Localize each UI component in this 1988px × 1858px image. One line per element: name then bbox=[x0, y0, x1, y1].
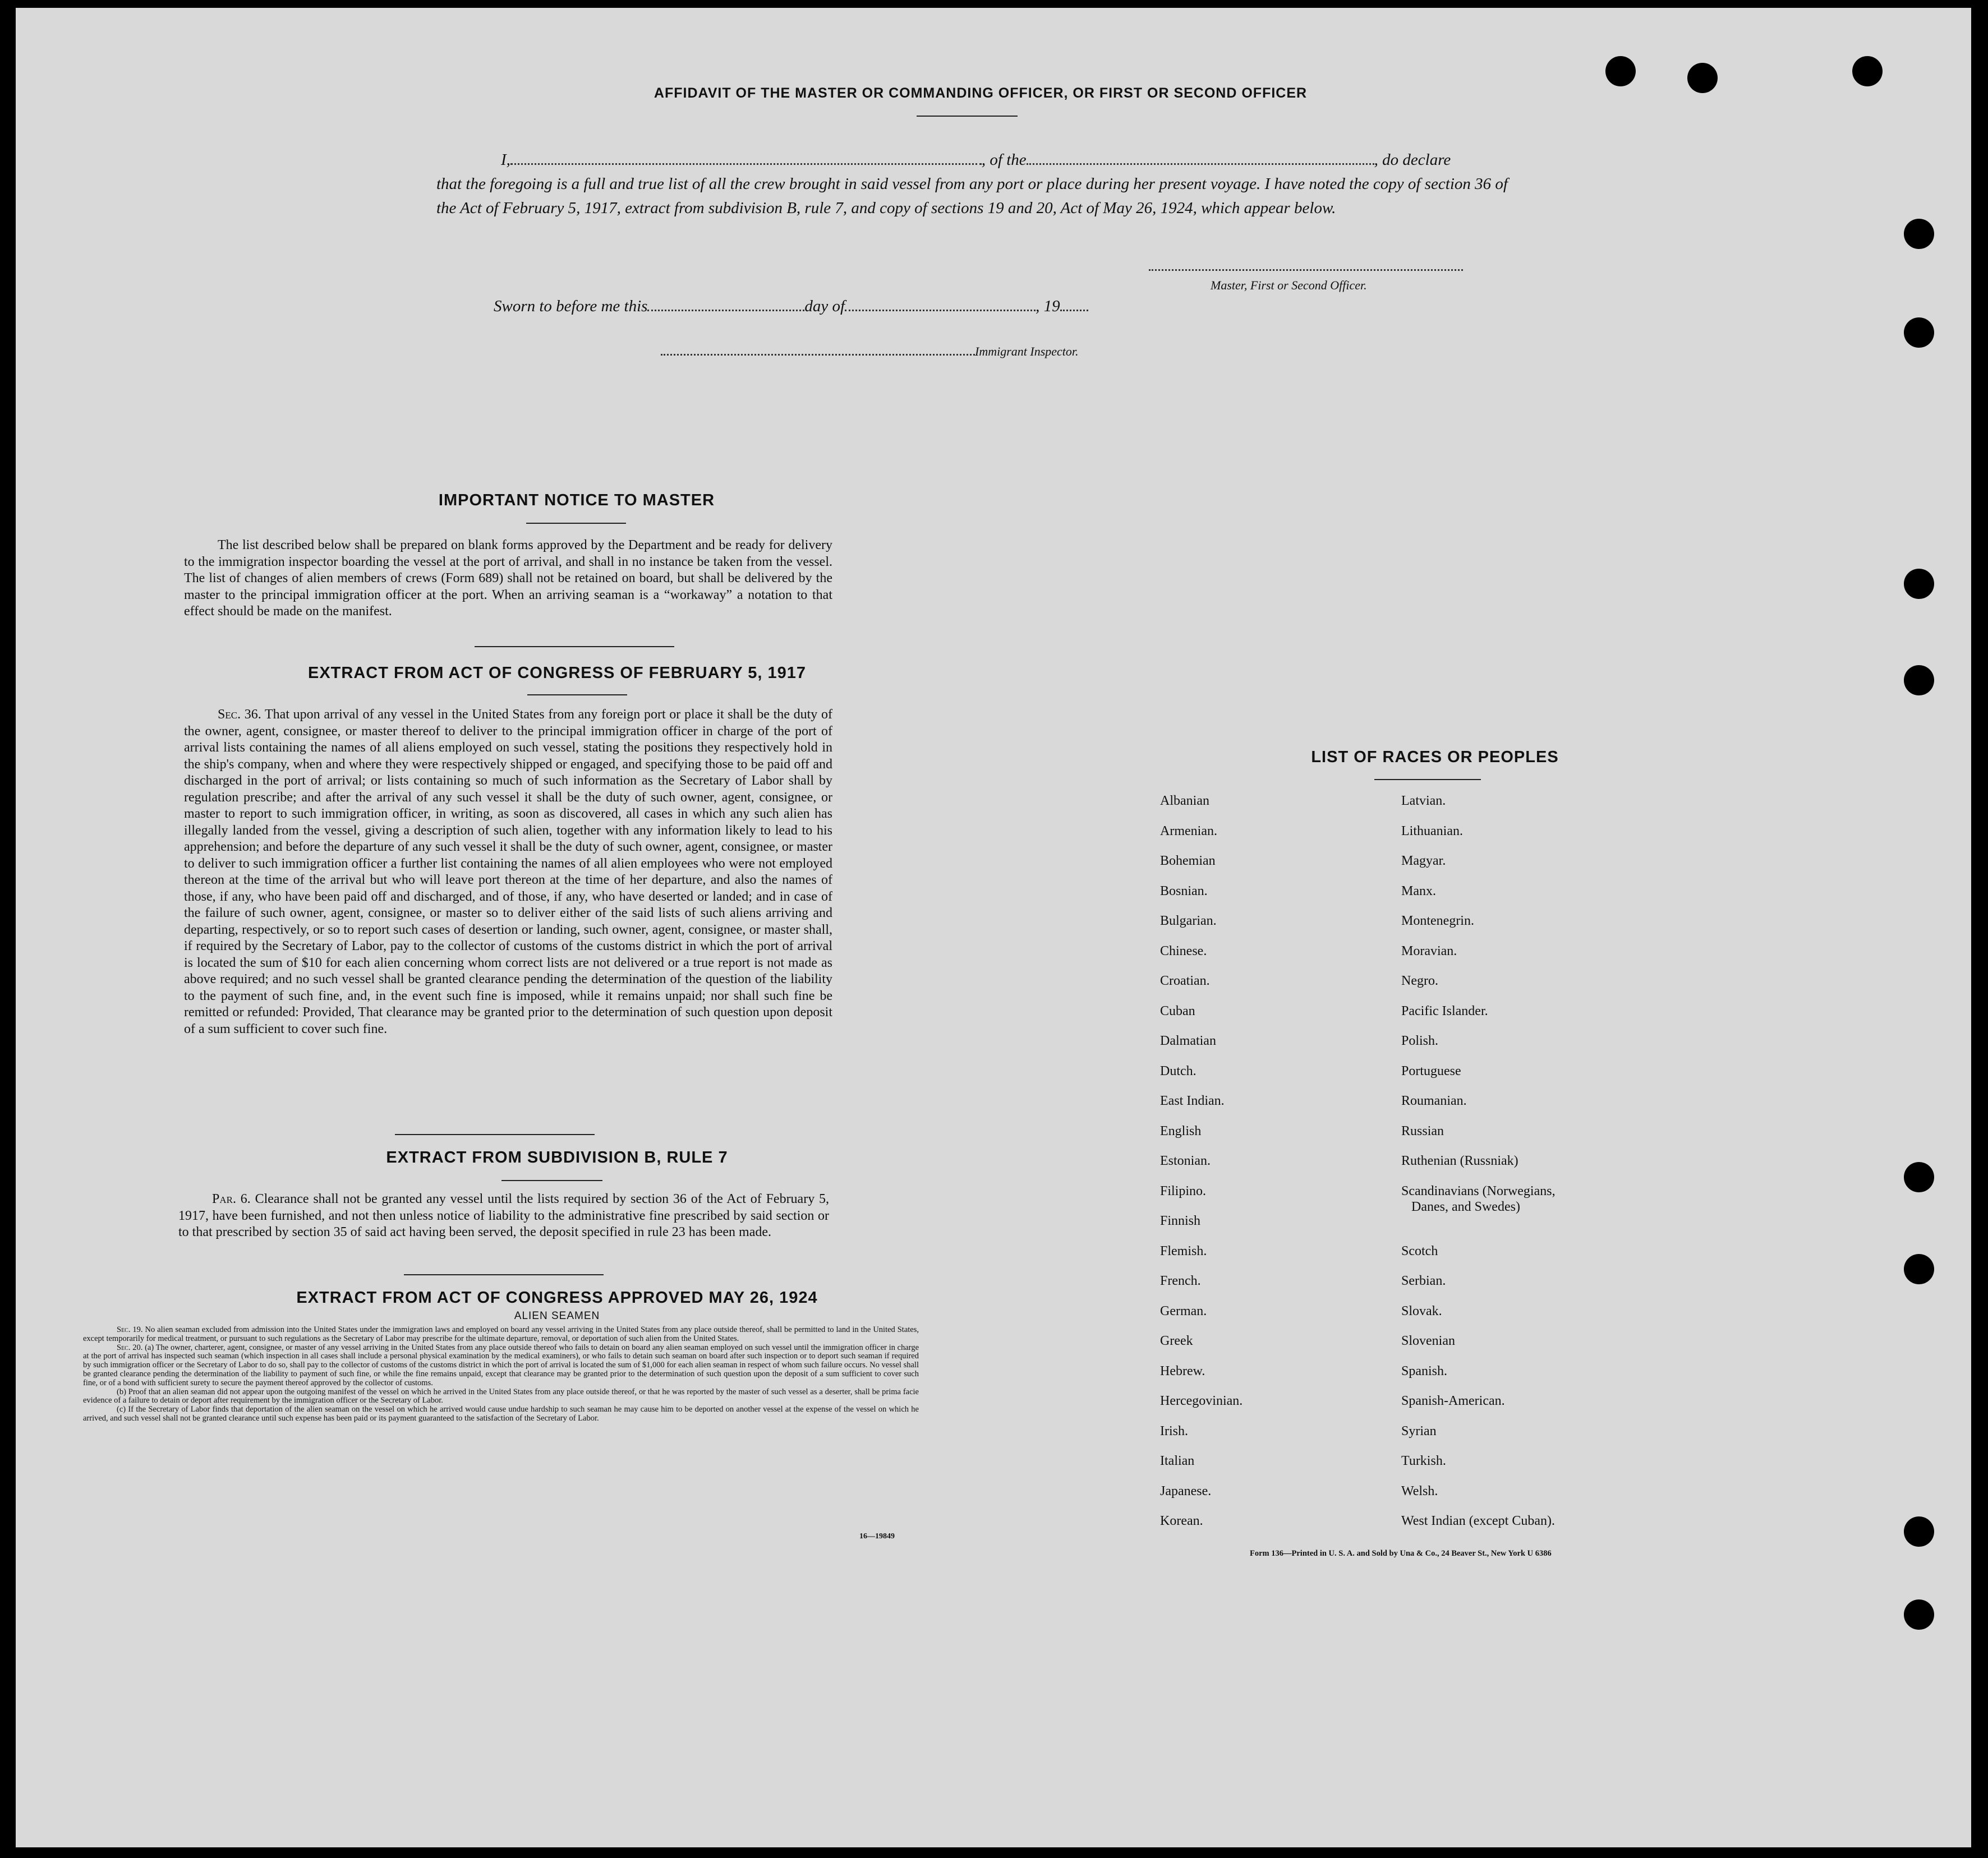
notice-text bbox=[184, 537, 832, 620]
extract-1924-text bbox=[83, 1326, 919, 1423]
race-item: Ruthenian (Russniak) bbox=[1401, 1154, 1518, 1168]
sec36-body: That upon arrival of any vessel in the United States from any foreign port or place it shall be the duty of the owner, agent, consignee, or master thereof to deliver to the principal immigration officer in charge of the port of arrival lists containing the names of all aliens employed on such vessel, stating the positions they respectively hold in the ship's company, when and where they were respectively shipped or engaged, and specifying those to be paid off and discharged in the port of arrival; or lists containing so much of such information as the Secretary of Labor shall by regulation prescribe; and after the arrival of any such vessel it shall be the duty of such owner, agent, consignee, or master to report to such immigration officer, in writing, as soon as discovered, all cases in which any such alien has illegally landed from the vessel, giving a description of such alien, together with any information likely to lead to his apprehension; and before the departure of any such vessel it shall be the duty of such owner, agent, consignee, or master to deliver to such immigration officer a further list containing the names of all alien employees who were not employed thereon at the time of the arrival but who will leave port thereon at the time of her departure, and also the names of those, if any, who have been paid off and discharged, and of those, if any, who have deserted or landed; and in case of the failure of such owner, agent, consignee, or master so to deliver either of the said lists of such aliens arriving and departing, respectively, or so to report such cases of desertion or landing, such owner, agent, consignee, or master shall, if required by the Secretary of Labor, pay to the collector of customs of the customs district in which the port of arrival is located the sum of $10 for each alien concerning whom correct lists are not delivered or a true report is not made as above required; and no such vessel shall be granted clearance pending the determination of the question of the liability to the payment of such fine, and, in the event such fine is imposed, while it remains unpaid; nor shall such fine be remitted or refunded: Provided, That clearance may be granted prior to the determination of such question upon deposit of a sum sufficient to cover such fine. bbox=[184, 707, 832, 1036]
punch-hole-2 bbox=[1687, 63, 1718, 93]
print-code: 16—19849 bbox=[859, 1532, 895, 1541]
year-label: , 19 bbox=[1036, 297, 1060, 315]
extract-1924-title: EXTRACT FROM ACT OF CONGRESS APPROVED MAY 26, 1924 bbox=[296, 1289, 818, 1307]
race-item: Korean. bbox=[1160, 1514, 1203, 1528]
punch-hole-9 bbox=[1904, 1254, 1934, 1284]
race-item: Flemish. bbox=[1160, 1243, 1207, 1258]
races-right-column bbox=[1401, 793, 1671, 1550]
race-item: Polish. bbox=[1401, 1034, 1439, 1048]
notice-rule bbox=[526, 523, 626, 524]
race-item: Negro. bbox=[1401, 974, 1438, 988]
race-item: Greek bbox=[1160, 1334, 1193, 1348]
race-item: Filipino. bbox=[1160, 1183, 1207, 1198]
race-item: Slovak. bbox=[1401, 1303, 1442, 1318]
affidavit-of-the: , of the bbox=[981, 151, 1027, 169]
sworn-year-blank[interactable] bbox=[1060, 296, 1088, 311]
race-item: Portuguese bbox=[1401, 1063, 1461, 1078]
race-item: Estonian. bbox=[1160, 1154, 1211, 1168]
race-item: Lithuanian. bbox=[1401, 823, 1463, 838]
name-blank[interactable] bbox=[510, 150, 982, 165]
punch-hole-6 bbox=[1904, 569, 1934, 599]
race-item: Slovenian bbox=[1401, 1334, 1455, 1348]
race-item: Manx. bbox=[1401, 883, 1436, 898]
punch-hole-1 bbox=[1605, 56, 1636, 86]
par6-label: Par. 6. bbox=[212, 1192, 251, 1206]
sec20b-paragraph: (b) Proof that an alien seaman did not appear upon the outgoing manifest of the vessel on which he arrived in the United States from any place outside thereof, or that he was reported by the master of such vessel as a deserter, shall be prima facie evidence of a failure to detain or deport after requirement by the immigration officer or the Secretary of Labor. bbox=[83, 1387, 919, 1405]
punch-hole-5 bbox=[1904, 317, 1934, 348]
subdivision-text bbox=[178, 1191, 829, 1241]
punch-hole-4 bbox=[1904, 219, 1934, 249]
race-item: Albanian bbox=[1160, 794, 1209, 808]
affidavit-title: AFFIDAVIT OF THE MASTER OR COMMANDING OFFICER, OR FIRST OR SECOND OFFICER bbox=[654, 85, 1308, 101]
race-item: Bohemian bbox=[1160, 854, 1216, 868]
inspector-signature-line bbox=[661, 344, 1079, 359]
race-item: Scandinavians (Norwegians, Danes, and Swedes) bbox=[1401, 1183, 1556, 1214]
race-item: German. bbox=[1160, 1303, 1207, 1318]
punch-hole-10 bbox=[1904, 1516, 1934, 1547]
race-item: Armenian. bbox=[1160, 823, 1217, 838]
sec36-label: Sec. 36. bbox=[218, 707, 261, 722]
sec19-body: No alien seaman excluded from admission into the United States under the immigration laws and employed on board any vessel arriving in the United States from any place outside thereof, shall be permitted to land in the United States, except temporarily for medical treatment, or pursuant to such regulations as the Secretary of Labor may prescribe for the ultimate departure, removal, or deportation of such alien from the United States. bbox=[83, 1325, 919, 1343]
race-item: Bosnian. bbox=[1160, 883, 1208, 898]
sec20c-paragraph: (c) If the Secretary of Labor finds that deportation of the alien seaman on the vessel on which he arrived would cause undue hardship to such seaman he may cause him to be deported on another vessel at the expense of the vessel on which he arrived, and such vessel shall not be granted clearance until such expense has been paid or its payment guaranteed to the satisfaction of the Secretary of Labor. bbox=[83, 1405, 919, 1423]
races-title: LIST OF RACES OR PEOPLES bbox=[1311, 748, 1559, 766]
sec36-paragraph bbox=[184, 707, 832, 1038]
form-footer: Form 136—Printed in U. S. A. and Sold by Una & Co., 24 Beaver St., New York U 6386 bbox=[1250, 1549, 1552, 1558]
sec20-label: Sec. 20. bbox=[117, 1343, 143, 1352]
race-item: Welsh. bbox=[1401, 1483, 1438, 1499]
race-item: English bbox=[1160, 1123, 1202, 1138]
race-item: Cuban bbox=[1160, 1003, 1195, 1018]
punch-hole-8 bbox=[1904, 1162, 1934, 1192]
race-item: Hercegovinian. bbox=[1160, 1394, 1243, 1408]
races-rule bbox=[1374, 779, 1481, 780]
race-item: Spanish-American. bbox=[1401, 1394, 1505, 1408]
extract-1917-end-rule bbox=[395, 1134, 595, 1135]
extract-1917-title: EXTRACT FROM ACT OF CONGRESS OF FEBRUARY 5, 1917 bbox=[307, 664, 807, 682]
master-signature-caption: Master, First or Second Officer. bbox=[1211, 278, 1367, 292]
subdivision-end-rule bbox=[404, 1274, 604, 1275]
race-item: Bulgarian. bbox=[1160, 914, 1217, 928]
race-item: Russian bbox=[1401, 1123, 1444, 1138]
punch-hole-7 bbox=[1904, 665, 1934, 695]
race-item: Pacific Islander. bbox=[1401, 1003, 1488, 1018]
race-item: Montenegrin. bbox=[1401, 914, 1474, 928]
form-sheet bbox=[16, 8, 1971, 1847]
notice-end-rule bbox=[475, 646, 674, 647]
sec20a-paragraph bbox=[83, 1344, 919, 1388]
sworn-day-blank[interactable] bbox=[647, 296, 804, 311]
races-left-column bbox=[1160, 793, 1373, 1550]
day-of-label: day of bbox=[804, 297, 845, 315]
sec20a-body: (a) The owner, charterer, agent, consignee, or master of any vessel arriving in the United States from any place outside thereof who fails to detain on board any alien seaman employed on such vessel until the immigration officer in charge at the port of arrival has inspected such seaman (which inspection in all cases shall include a personal physical examination by the medical examiners), or who fails to detain such seaman on board after such inspection or to deport such seaman if required by such immigration officer or the Secretary of Labor to do so, shall pay to the collector of customs of the customs district in which the port of arrival is located the sum of $1,000 for each alien seaman in respect of whom such failure occurs. No vessel shall be granted clearance pending the determination of the liability to payment of such fine, or while the fine remains unpaid, except that clearance may be granted prior to the determination of such question upon the deposit of a sum sufficient to cover such fine, or of a bond with sufficient surety to secure the payment thereof approved by the collector of customs. bbox=[83, 1343, 919, 1387]
affidavit-i: I, bbox=[501, 151, 510, 169]
affidavit-declaration bbox=[436, 148, 1508, 220]
race-item: West Indian (except Cuban). bbox=[1401, 1514, 1555, 1528]
par6-paragraph bbox=[178, 1191, 829, 1241]
race-item: Syrian bbox=[1401, 1423, 1437, 1439]
master-signature-line[interactable] bbox=[1149, 264, 1463, 271]
extract-1924-subtitle: ALIEN SEAMEN bbox=[514, 1310, 600, 1322]
race-item: Irish. bbox=[1160, 1423, 1188, 1439]
punch-hole-3 bbox=[1852, 56, 1883, 86]
race-item: Spanish. bbox=[1401, 1363, 1448, 1378]
par6-body: Clearance shall not be granted any vessel until the lists required by section 36 of the Act of February 5, 1917, have been furnished, and not then unless notice of liability to the administrative fine prescribed by said section or to that prescribed by section 35 of said act having been served, the deposit specified in rule 23 has been made. bbox=[178, 1192, 830, 1239]
affidavit-body: that the foregoing is a full and true list of all the crew brought in said vessel from any port or place during her present voyage. I have noted the copy of section 36 of the Act of February 5, 1917, extract from subdivision B, rule 7, and copy of sections 19 and 20, Act of May 26, 1924, which appear below. bbox=[436, 175, 1508, 217]
race-item: East Indian. bbox=[1160, 1094, 1225, 1108]
race-item: Hebrew. bbox=[1160, 1363, 1205, 1378]
race-item: Turkish. bbox=[1401, 1454, 1446, 1468]
sec19-paragraph bbox=[83, 1326, 919, 1344]
punch-hole-11 bbox=[1904, 1599, 1934, 1630]
sworn-month-blank[interactable] bbox=[845, 296, 1036, 311]
subdivision-rule bbox=[501, 1180, 602, 1181]
race-item: Japanese. bbox=[1160, 1483, 1212, 1499]
race-item: Chinese. bbox=[1160, 943, 1207, 958]
race-item: Moravian. bbox=[1401, 943, 1457, 958]
race-item: French. bbox=[1160, 1274, 1201, 1288]
race-item: Latvian. bbox=[1401, 794, 1446, 808]
affidavit-do-declare: , do declare bbox=[1374, 151, 1451, 169]
race-item: Serbian. bbox=[1401, 1274, 1446, 1288]
vessel-blank[interactable] bbox=[1027, 150, 1374, 165]
extract-1917-text bbox=[184, 707, 832, 1038]
race-item: Italian bbox=[1160, 1454, 1195, 1468]
race-item: Magyar. bbox=[1401, 854, 1446, 868]
subdivision-title: EXTRACT FROM SUBDIVISION B, RULE 7 bbox=[386, 1149, 728, 1167]
affidavit-title-rule bbox=[917, 116, 1018, 117]
extract-1917-rule bbox=[527, 694, 627, 695]
race-item: Roumanian. bbox=[1401, 1094, 1467, 1108]
sworn-line bbox=[494, 296, 1088, 316]
race-item: Dutch. bbox=[1160, 1063, 1197, 1078]
race-item: Dalmatian bbox=[1160, 1034, 1216, 1048]
inspector-caption: Immigrant Inspector. bbox=[975, 344, 1079, 358]
inspector-blank[interactable] bbox=[661, 346, 975, 356]
sec19-label: Sec. 19. bbox=[117, 1325, 143, 1334]
race-item: Finnish bbox=[1160, 1214, 1201, 1228]
race-item: Scotch bbox=[1401, 1243, 1438, 1258]
notice-title: IMPORTANT NOTICE TO MASTER bbox=[438, 491, 715, 509]
notice-paragraph: The list described below shall be prepared on blank forms approved by the Department and be ready for delivery to the immigration inspector boarding the vessel at the port of arrival, and shall in no instance be taken from the vessel. The list of changes of alien members of crews (Form 689) shall not be retained on board, but shall be delivered by the master to the principal immigration officer at the port. When an arriving seaman is a “workaway” a notation to that effect should be made on the manifest. bbox=[184, 538, 832, 619]
race-item: Croatian. bbox=[1160, 974, 1210, 988]
sworn-label: Sworn to before me this bbox=[494, 297, 648, 315]
